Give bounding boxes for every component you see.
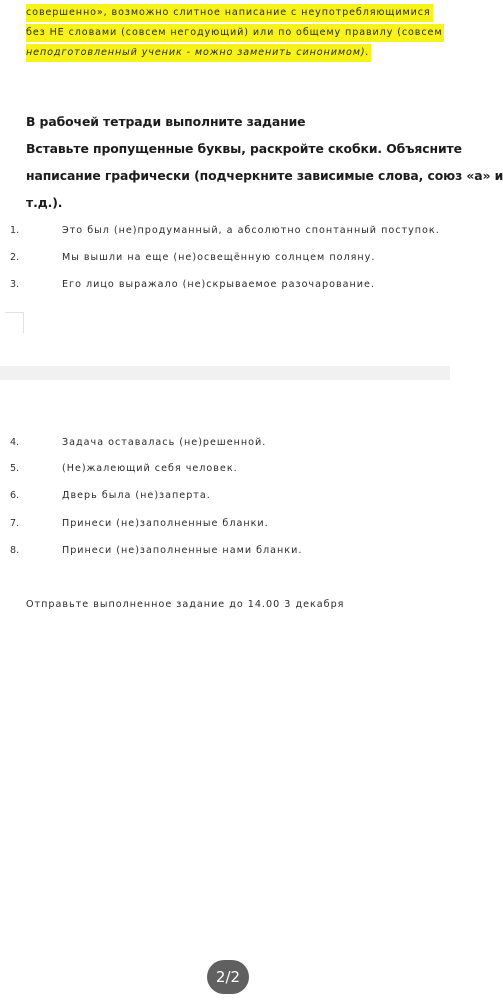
list-item: Это был (не)продуманный, а абсолютно спонтанный поступок. (62, 225, 440, 236)
highlighted-line: совершенно», возможно слитное написание с неупотребляющимися (26, 4, 433, 22)
page-separator (0, 366, 450, 380)
list-item: Задача оставалась (не)решенной. (62, 437, 267, 448)
highlighted-line: без НЕ словами (совсем негодующий) или по общему правилу (совсем (26, 24, 444, 42)
highlighted-line: неподготовленный ученик - можно заменить синонимом). (26, 44, 371, 62)
item-number: 6. (10, 490, 20, 501)
list-item: Дверь была (не)заперта. (62, 490, 211, 501)
item-number: 1. (10, 225, 20, 236)
instruction-line: т.д.). (26, 195, 63, 210)
page-indicator: 2/2 (207, 960, 249, 994)
instruction-line: написание графически (подчеркните зависимые слова, союз «а» и (26, 168, 503, 183)
item-number: 4. (10, 437, 20, 448)
assignment-heading: В рабочей тетради выполните задание (26, 114, 306, 129)
item-number: 5. (10, 463, 20, 474)
item-number: 2. (10, 252, 20, 263)
list-item: Его лицо выражало (не)скрываемое разочарование. (62, 279, 375, 290)
list-item: (Не)жалеющий себя человек. (62, 463, 238, 474)
list-item: Мы вышли на еще (не)освещённую солнцем поляну. (62, 252, 376, 263)
list-item: Принеси (не)заполненные бланки. (62, 518, 269, 529)
instruction-line: Вставьте пропущенные буквы, раскройте скобки. Объясните (26, 141, 462, 156)
list-item: Принеси (не)заполненные нами бланки. (62, 545, 303, 556)
deadline-note: Отправьте выполненное задание до 14.00 3 декабря (26, 599, 345, 610)
item-number: 3. (10, 279, 20, 290)
item-number: 8. (10, 545, 20, 556)
page-corner-mark (5, 312, 24, 333)
item-number: 7. (10, 518, 20, 529)
